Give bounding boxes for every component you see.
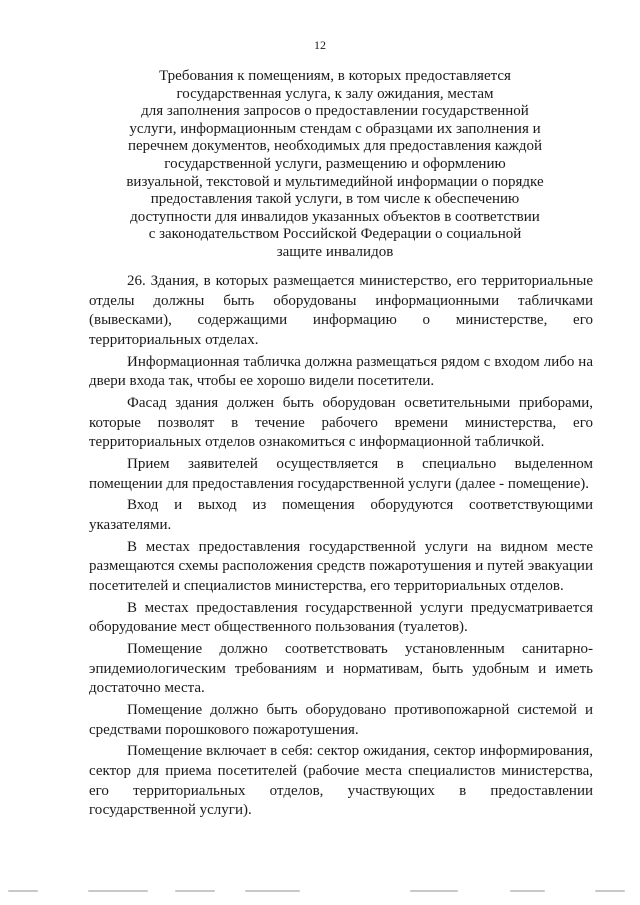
heading-line: доступности для инвалидов указанных объектов в соответствии — [130, 208, 540, 225]
paragraph: Помещение должно соответствовать установленным санитарно-эпидемиологическим требованиям и нормативам, быть удобным и иметь достаточно места. — [89, 641, 593, 697]
paragraph: Фасад здания должен быть оборудован осветительными приборами, которые позволят в течение рабочего времени министерства, его территориальных отделов ознакомиться с информационной табличкой. — [89, 394, 593, 451]
paragraph: В местах предоставления государственной услуги предусматривается оборудование мест общественного пользования (туалетов). — [89, 599, 593, 636]
section-heading — [100, 68, 570, 262]
paragraph: Помещение включает в себя: сектор ожидания, сектор информирования, сектор для приема посетителей (рабочие места специалистов министерства, его территориальных отделов, участвующих в предоставлении государственной услуги). — [89, 743, 593, 819]
heading-line: перечнем документов, необходимых для предоставления каждой — [127, 138, 543, 155]
paragraph: 26. Здания, в которых размещается министерство, его территориальные отделы должны быть оборудованы информационными табличками (вывесками), содержащими информацию о министерстве, его территориальных отделах. — [89, 273, 593, 348]
body-text — [89, 272, 593, 823]
scan-artifact — [0, 886, 640, 905]
paragraph: Информационная табличка должна размещаться рядом с входом либо на двери входа так, чтобы ее хорошо видели посетители. — [89, 353, 593, 390]
paragraph: Прием заявителей осуществляется в специально выделенном помещении для предоставления государственной услуги (далее - помещение). — [89, 455, 593, 492]
page-number: 12 — [314, 38, 326, 52]
heading-line: государственная услуга, к залу ожидания, местам — [176, 85, 494, 102]
heading-line: с законодательством Российской Федерации о социальной — [148, 226, 522, 243]
heading-line: услуги, информационным стендам с образцами их заполнения и — [129, 120, 541, 137]
heading-line: предоставления такой услуги, в том числе к обеспечению — [150, 191, 520, 208]
heading-line: Требования к помещениям, в которых предоставляется — [159, 68, 511, 84]
paragraph: Вход и выход из помещения оборудуются соответствующими указателями. — [89, 497, 593, 533]
heading-line: государственной услуги, размещению и оформлению — [164, 155, 506, 172]
paragraph: Помещение должно быть оборудовано противопожарной системой и средствами порошкового пожаротушения. — [89, 701, 593, 738]
heading-line: для заполнения запросов о предоставлении государственной — [141, 103, 529, 120]
heading-line: визуальной, текстовой и мультимедийной информации о порядке — [126, 173, 544, 190]
heading-line: защите инвалидов — [276, 243, 394, 260]
paragraph: В местах предоставления государственной услуги на видном месте размещаются схемы расположения средств пожаротушения и путей эвакуации посетителей и специалистов министерства, его территориальных отделов. — [89, 538, 593, 594]
